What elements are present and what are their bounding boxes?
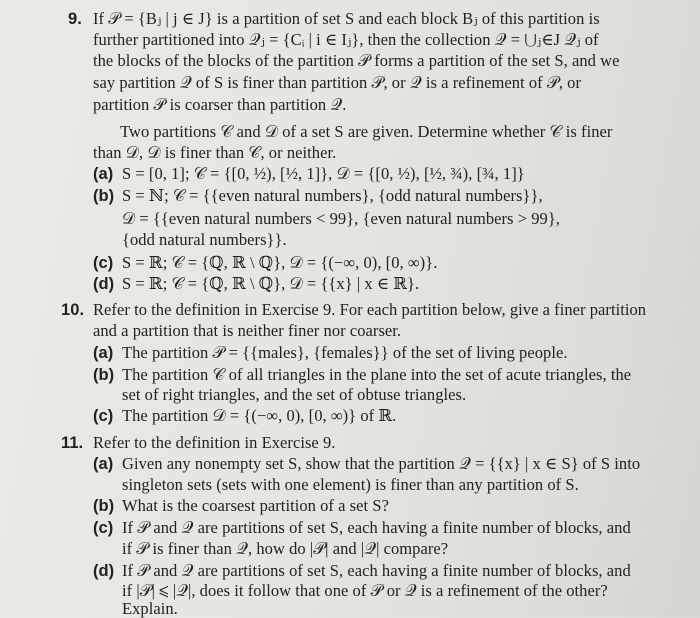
exercise-11-part-a-cont: singleton sets (sets with one element) is finer than any partition of S. [122,475,579,494]
exercise-9-number: 9. [68,10,82,28]
exercise-11-part-c-cont: if 𝒫 is finer than 𝒬, how do |𝒫| and |𝒬| compare? [122,539,449,558]
exercise-10-line-1: Refer to the definition in Exercise 9. For each partition below, give a finer partition [93,300,647,319]
exercise-11-number: 11. [61,434,84,452]
exercise-10-line-2: and a partition that is neither finer nor coarser. [93,321,402,340]
exercise-10-part-c-label: (c) [93,407,114,425]
exercise-10-part-c-text: The partition 𝒟 = {(−∞, 0), [0, ∞)} of ℝ. [122,406,397,425]
exercise-10-part-b-cont: set of right triangles, and the set of obtuse triangles. [122,385,467,404]
exercise-10-part-b-label: (b) [93,366,115,384]
exercise-9-part-b-cont-1: 𝒟 = {{even natural numbers < 99}, {even natural numbers > 99}, [122,209,560,228]
exercise-9-line-7: than 𝒟, 𝒟 is finer than 𝒞, or neither. [93,143,337,162]
exercise-9-part-c-label: (c) [93,254,114,272]
exercise-9-line-2: further partitioned into 𝒬ⱼ = {Cᵢ | i ∈ Iⱼ}, then the collection 𝒬 = ⋃ⱼ∈J 𝒬ⱼ of [93,30,599,49]
exercise-9-part-c-text: S = ℝ; 𝒞 = {ℚ, ℝ \ ℚ}, 𝒟 = {(−∞, 0), [0, ∞)}. [122,253,438,272]
exercise-9-line-1: If 𝒫 = {Bⱼ | j ∈ J} is a partition of set S and each block Bⱼ of this partition is [93,9,600,28]
exercise-11-part-b-text: What is the coarsest partition of a set S? [122,496,389,515]
exercise-10-part-a-text: The partition 𝒫 = {{males}, {females}} of the set of living people. [122,343,568,362]
exercise-9-line-3: the blocks of the blocks of the partition 𝒫 forms a partition of the set S, and we [93,51,620,70]
exercise-9-part-d-label: (d) [93,275,115,293]
exercise-9-part-d-text: S = ℝ; 𝒞 = {ℚ, ℝ \ ℚ}, 𝒟 = {{x} | x ∈ ℝ}. [122,274,420,293]
exercise-10-part-b-text: The partition 𝒞 of all triangles in the plane into the set of acute triangles, the [122,365,632,384]
exercise-11-part-c-text: If 𝒫 and 𝒬 are partitions of set S, each having a finite number of blocks, and [122,518,631,537]
exercise-11-part-d-cont-1: if |𝒫| ⩽ |𝒬|, does it follow that one of 𝒫 or 𝒬 is a refinement of the other? [122,581,608,600]
exercise-9-line-5: partition 𝒫 is coarser than partition 𝒬. [93,95,347,114]
exercise-11-part-a-text: Given any nonempty set S, show that the partition 𝒬 = {{x} | x ∈ S} of S into [122,454,641,473]
exercise-11-part-d-label: (d) [93,562,115,580]
exercise-9-part-a-text: S = [0, 1]; 𝒞 = {[0, ½), [½, 1]}, 𝒟 = {[0, ½), [½, ¾), [¾, 1]} [122,164,525,183]
exercise-9-part-b-text: S = ℕ; 𝒞 = {{even natural numbers}, {odd natural numbers}}, [122,186,543,205]
exercise-11-part-a-label: (a) [93,455,114,473]
exercise-11-part-d-cont-2: Explain. [122,599,178,618]
exercise-9-part-b-cont-2: {odd natural numbers}}. [122,230,287,249]
exercise-11-line-1: Refer to the definition in Exercise 9. [93,433,336,452]
exercise-9-part-a-label: (a) [93,165,114,183]
exercise-9-line-6: Two partitions 𝒞 and 𝒟 of a set S are given. Determine whether 𝒞 is finer [120,122,613,141]
exercise-11-part-c-label: (c) [93,519,114,537]
exercise-10-number: 10. [61,301,85,319]
exercise-11-part-b-label: (b) [93,497,115,515]
exercise-11-part-d-text: If 𝒫 and 𝒬 are partitions of set S, each having a finite number of blocks, and [122,561,631,580]
exercise-9-part-b-label: (b) [93,187,115,205]
exercise-10-part-a-label: (a) [93,344,114,362]
exercise-9-line-4: say partition 𝒬 of S is finer than partition 𝒫, or 𝒬 is a refinement of 𝒫, or [93,73,582,92]
